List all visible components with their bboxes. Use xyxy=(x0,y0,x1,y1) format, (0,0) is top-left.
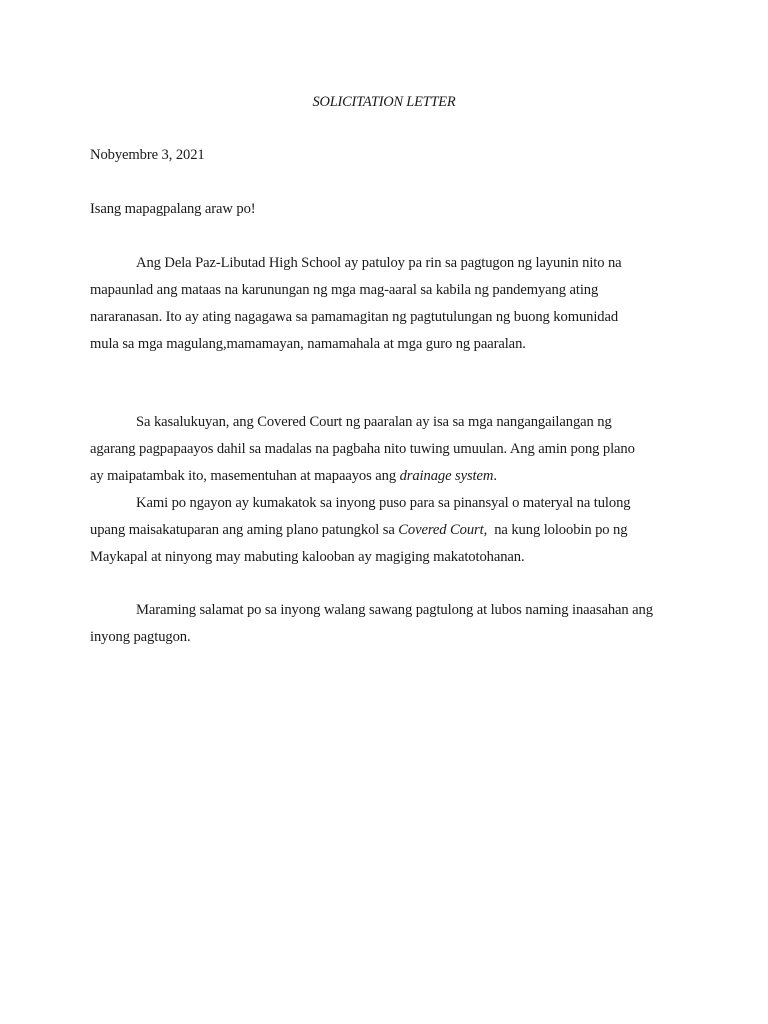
paragraph-1-line-2: mapaunlad ang mataas na karunungan ng mga mag-aaral sa kabila ng pandemyang ating xyxy=(90,282,599,298)
paragraph-2-line-3-text: ay maipatambak ito, masementuhan at mapaayos ang xyxy=(90,468,400,484)
paragraph-2-line-1: Sa kasalukuyan, ang Covered Court ng paaralan ay isa sa mga nangangailangan ng xyxy=(136,414,612,430)
covered-court-term: Covered Court, xyxy=(398,522,488,538)
paragraph-2-line-3 xyxy=(90,463,690,490)
paragraph-3-line-1: Kami po ngayon ay kumakatok sa inyong puso para sa pinansyal o materyal na tulong xyxy=(136,495,631,511)
paragraph-3-line-2-end: na kung loloobin po ng xyxy=(487,522,628,538)
paragraph-3-line-2-text: upang maisakatuparan ang aming plano patungkol sa xyxy=(90,522,399,538)
paragraph-1-line-1: Ang Dela Paz-Libutad High School ay patuloy pa rin sa pagtugon ng layunin nito na xyxy=(136,255,622,271)
letter-date: Nobyembre 3, 2021 xyxy=(90,147,205,163)
paragraph-4-line-2: inyong pagtugon. xyxy=(90,629,191,645)
paragraph-2-line-2: agarang pagpapaayos dahil sa madalas na pagbaha nito tuwing umuulan. Ang amin pong plano xyxy=(90,441,635,457)
paragraph-3-line-2 xyxy=(90,517,690,544)
letter-greeting: Isang mapagpalang araw po! xyxy=(90,201,256,217)
paragraph-3 xyxy=(90,490,690,571)
paragraph-2-line-3-end: . xyxy=(493,468,497,484)
paragraph-4 xyxy=(90,597,690,651)
paragraph-3-line-3: Maykapal at ninyong may mabuting kalooban ay magiging makatotohanan. xyxy=(90,549,525,565)
paragraph-1 xyxy=(90,250,690,358)
letter-title: SOLICITATION LETTER xyxy=(312,94,456,110)
drainage-system-term: drainage system xyxy=(399,468,494,484)
paragraph-1-line-4: mula sa mga magulang,mamamayan, namamahala at mga guro ng paaralan. xyxy=(90,336,526,352)
paragraph-2 xyxy=(90,409,690,490)
paragraph-1-line-3: nararanasan. Ito ay ating nagagawa sa pamamagitan ng pagtutulungan ng buong komunidad xyxy=(90,309,619,325)
paragraph-4-line-1: Maraming salamat po sa inyong walang sawang pagtulong at lubos naming inaasahan ang xyxy=(136,602,653,618)
